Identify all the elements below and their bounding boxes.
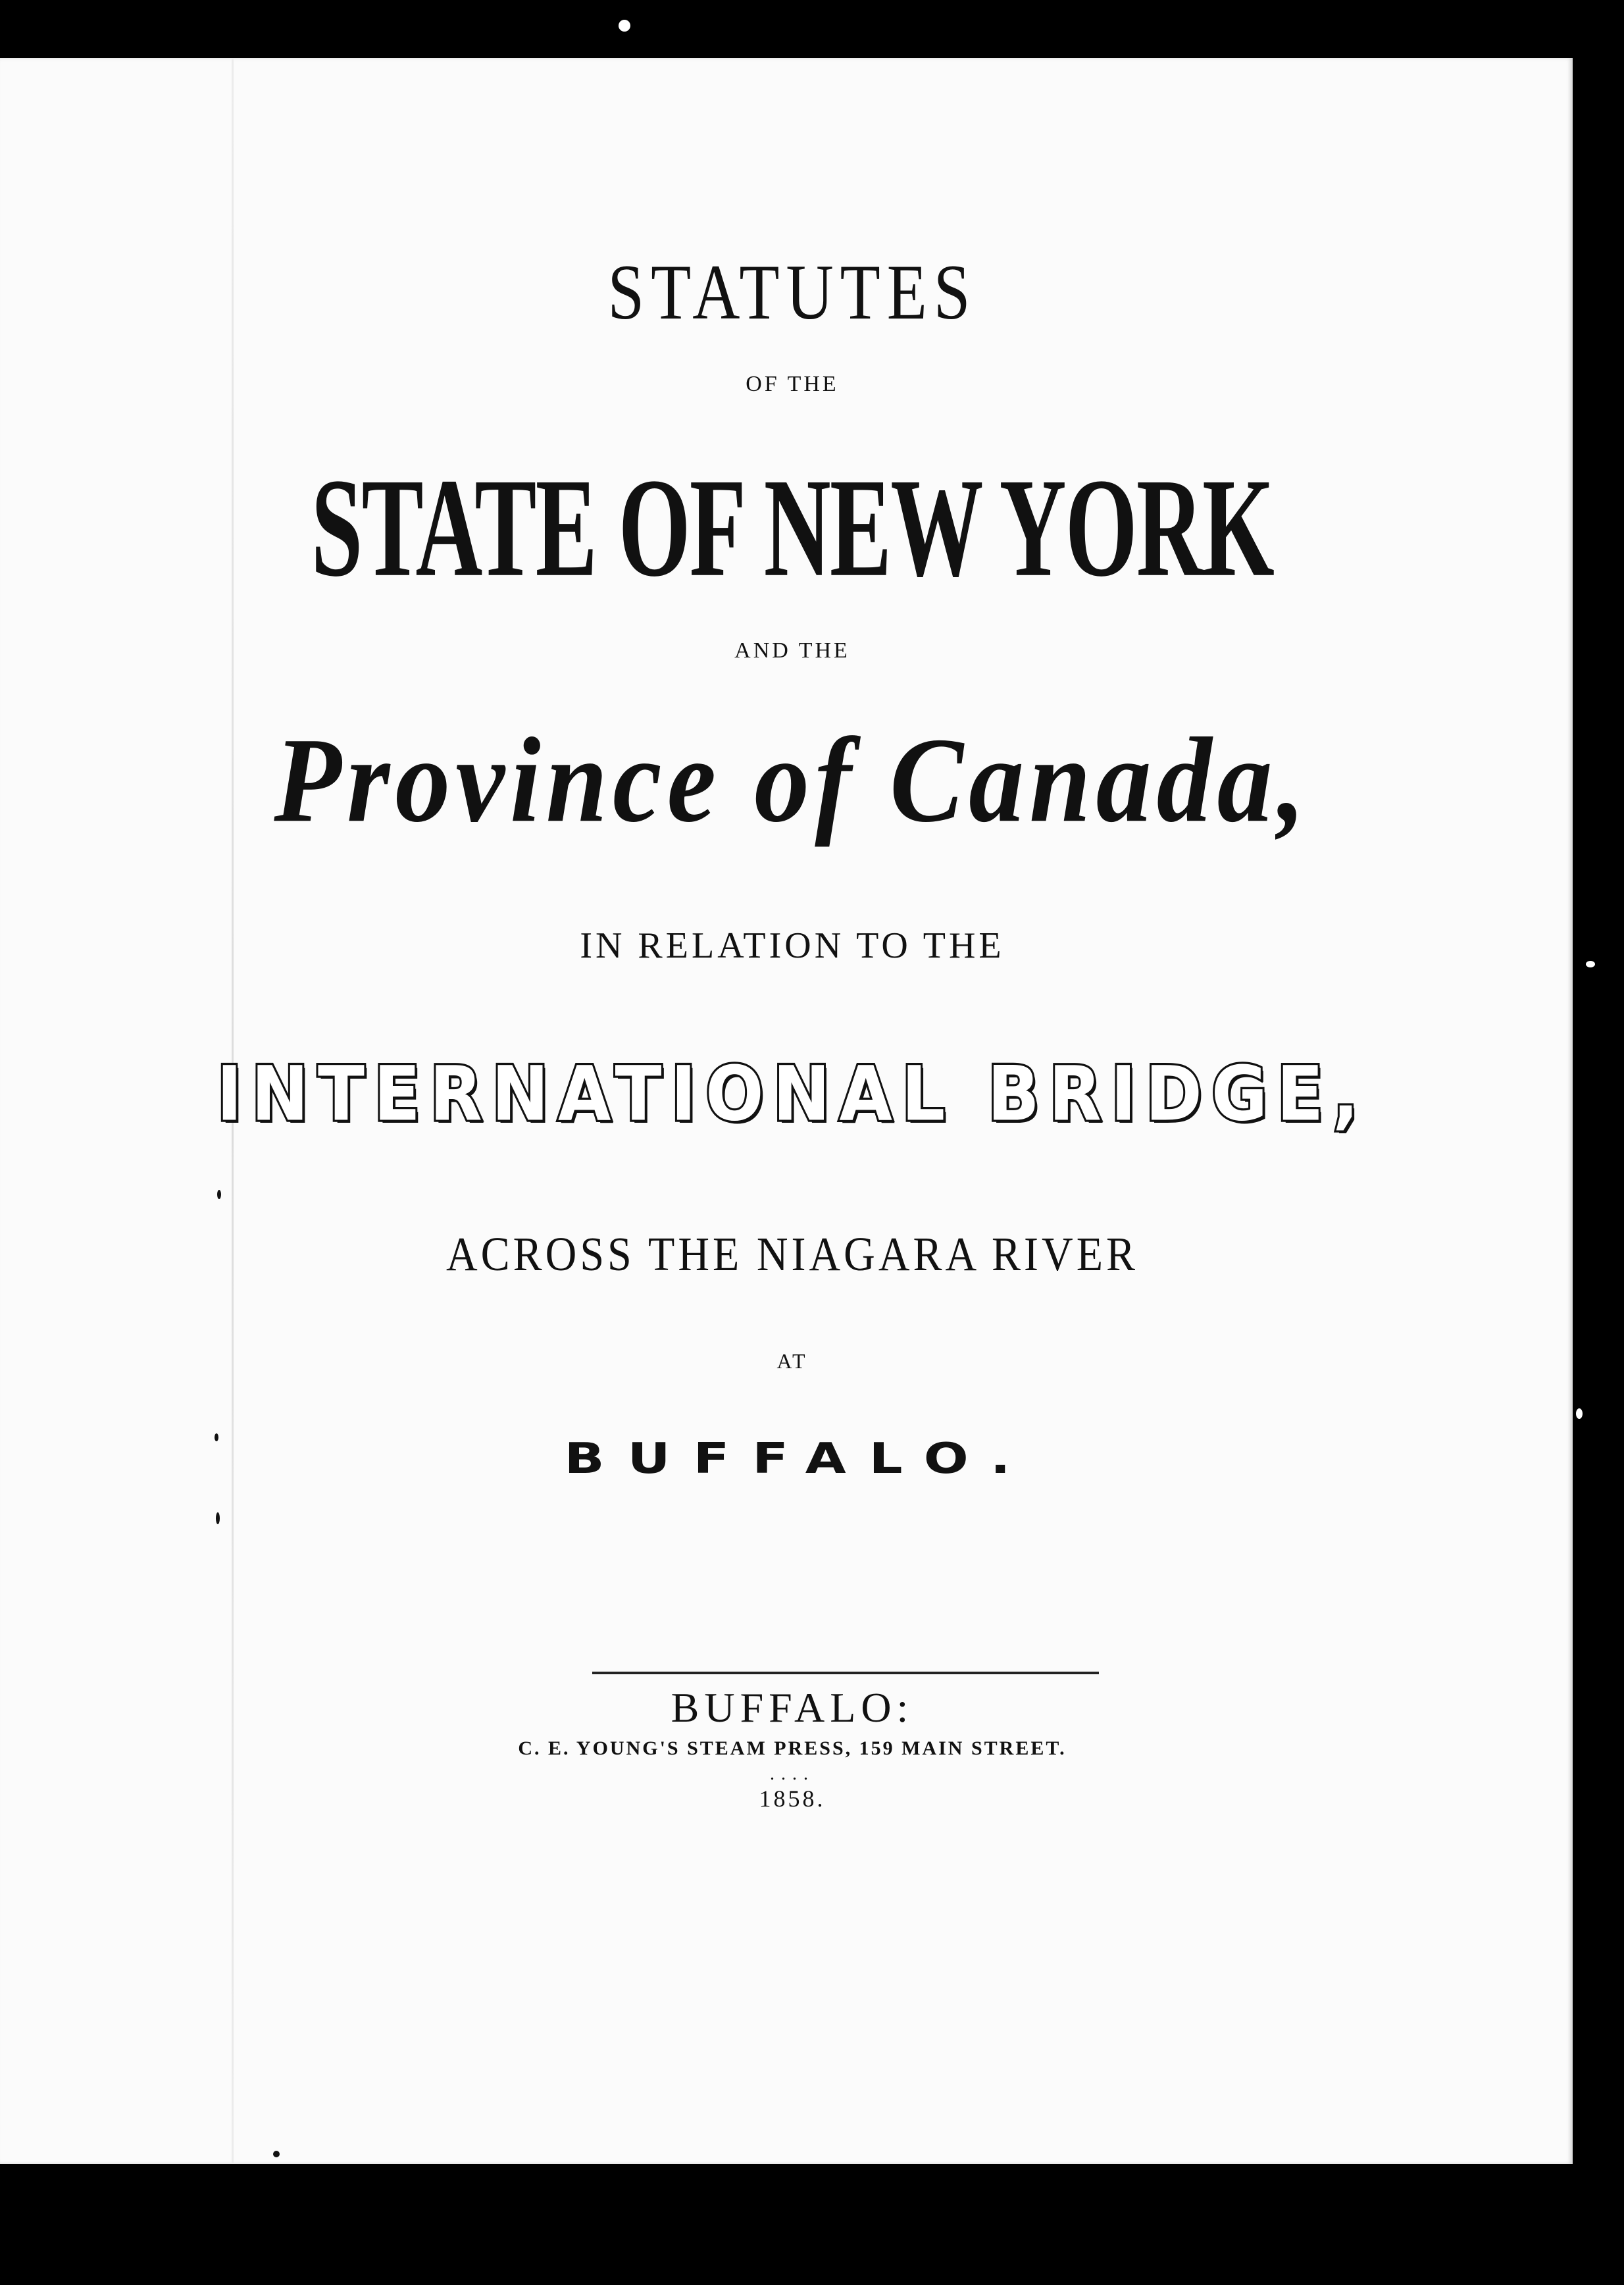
title-statutes: STATUTES bbox=[607, 248, 977, 336]
title-province-of-canada: Province of Canada, bbox=[274, 713, 1311, 848]
imprint-rule bbox=[592, 1672, 1099, 1674]
scan-speck bbox=[1576, 1408, 1583, 1419]
title-at: AT bbox=[776, 1349, 808, 1373]
title-buffalo: BUFFALO. bbox=[564, 1435, 1034, 1483]
title-in-relation-to-the: IN RELATION TO THE bbox=[580, 925, 1005, 966]
title-across-niagara-river: ACROSS THE NIAGARA RIVER bbox=[445, 1228, 1139, 1281]
imprint-printer: C. E. YOUNG'S STEAM PRESS, 159 MAIN STREET. bbox=[518, 1737, 1067, 1759]
scan-speck bbox=[273, 2151, 280, 2157]
title-state-of-new-york: STATE OF NEW YORK bbox=[311, 449, 1274, 607]
title-and-the: AND THE bbox=[734, 638, 850, 663]
imprint-separator: .... bbox=[770, 1764, 815, 1784]
scan-speck bbox=[619, 20, 630, 32]
imprint-year: 1858. bbox=[759, 1785, 826, 1812]
title-international-bridge: INTERNATIONAL BRIDGE, bbox=[216, 1050, 1368, 1139]
title-of-the: OF THE bbox=[746, 372, 839, 396]
imprint-city: BUFFALO: bbox=[671, 1684, 914, 1731]
scan-speck bbox=[217, 1190, 221, 1199]
scan-speck bbox=[216, 1512, 220, 1524]
